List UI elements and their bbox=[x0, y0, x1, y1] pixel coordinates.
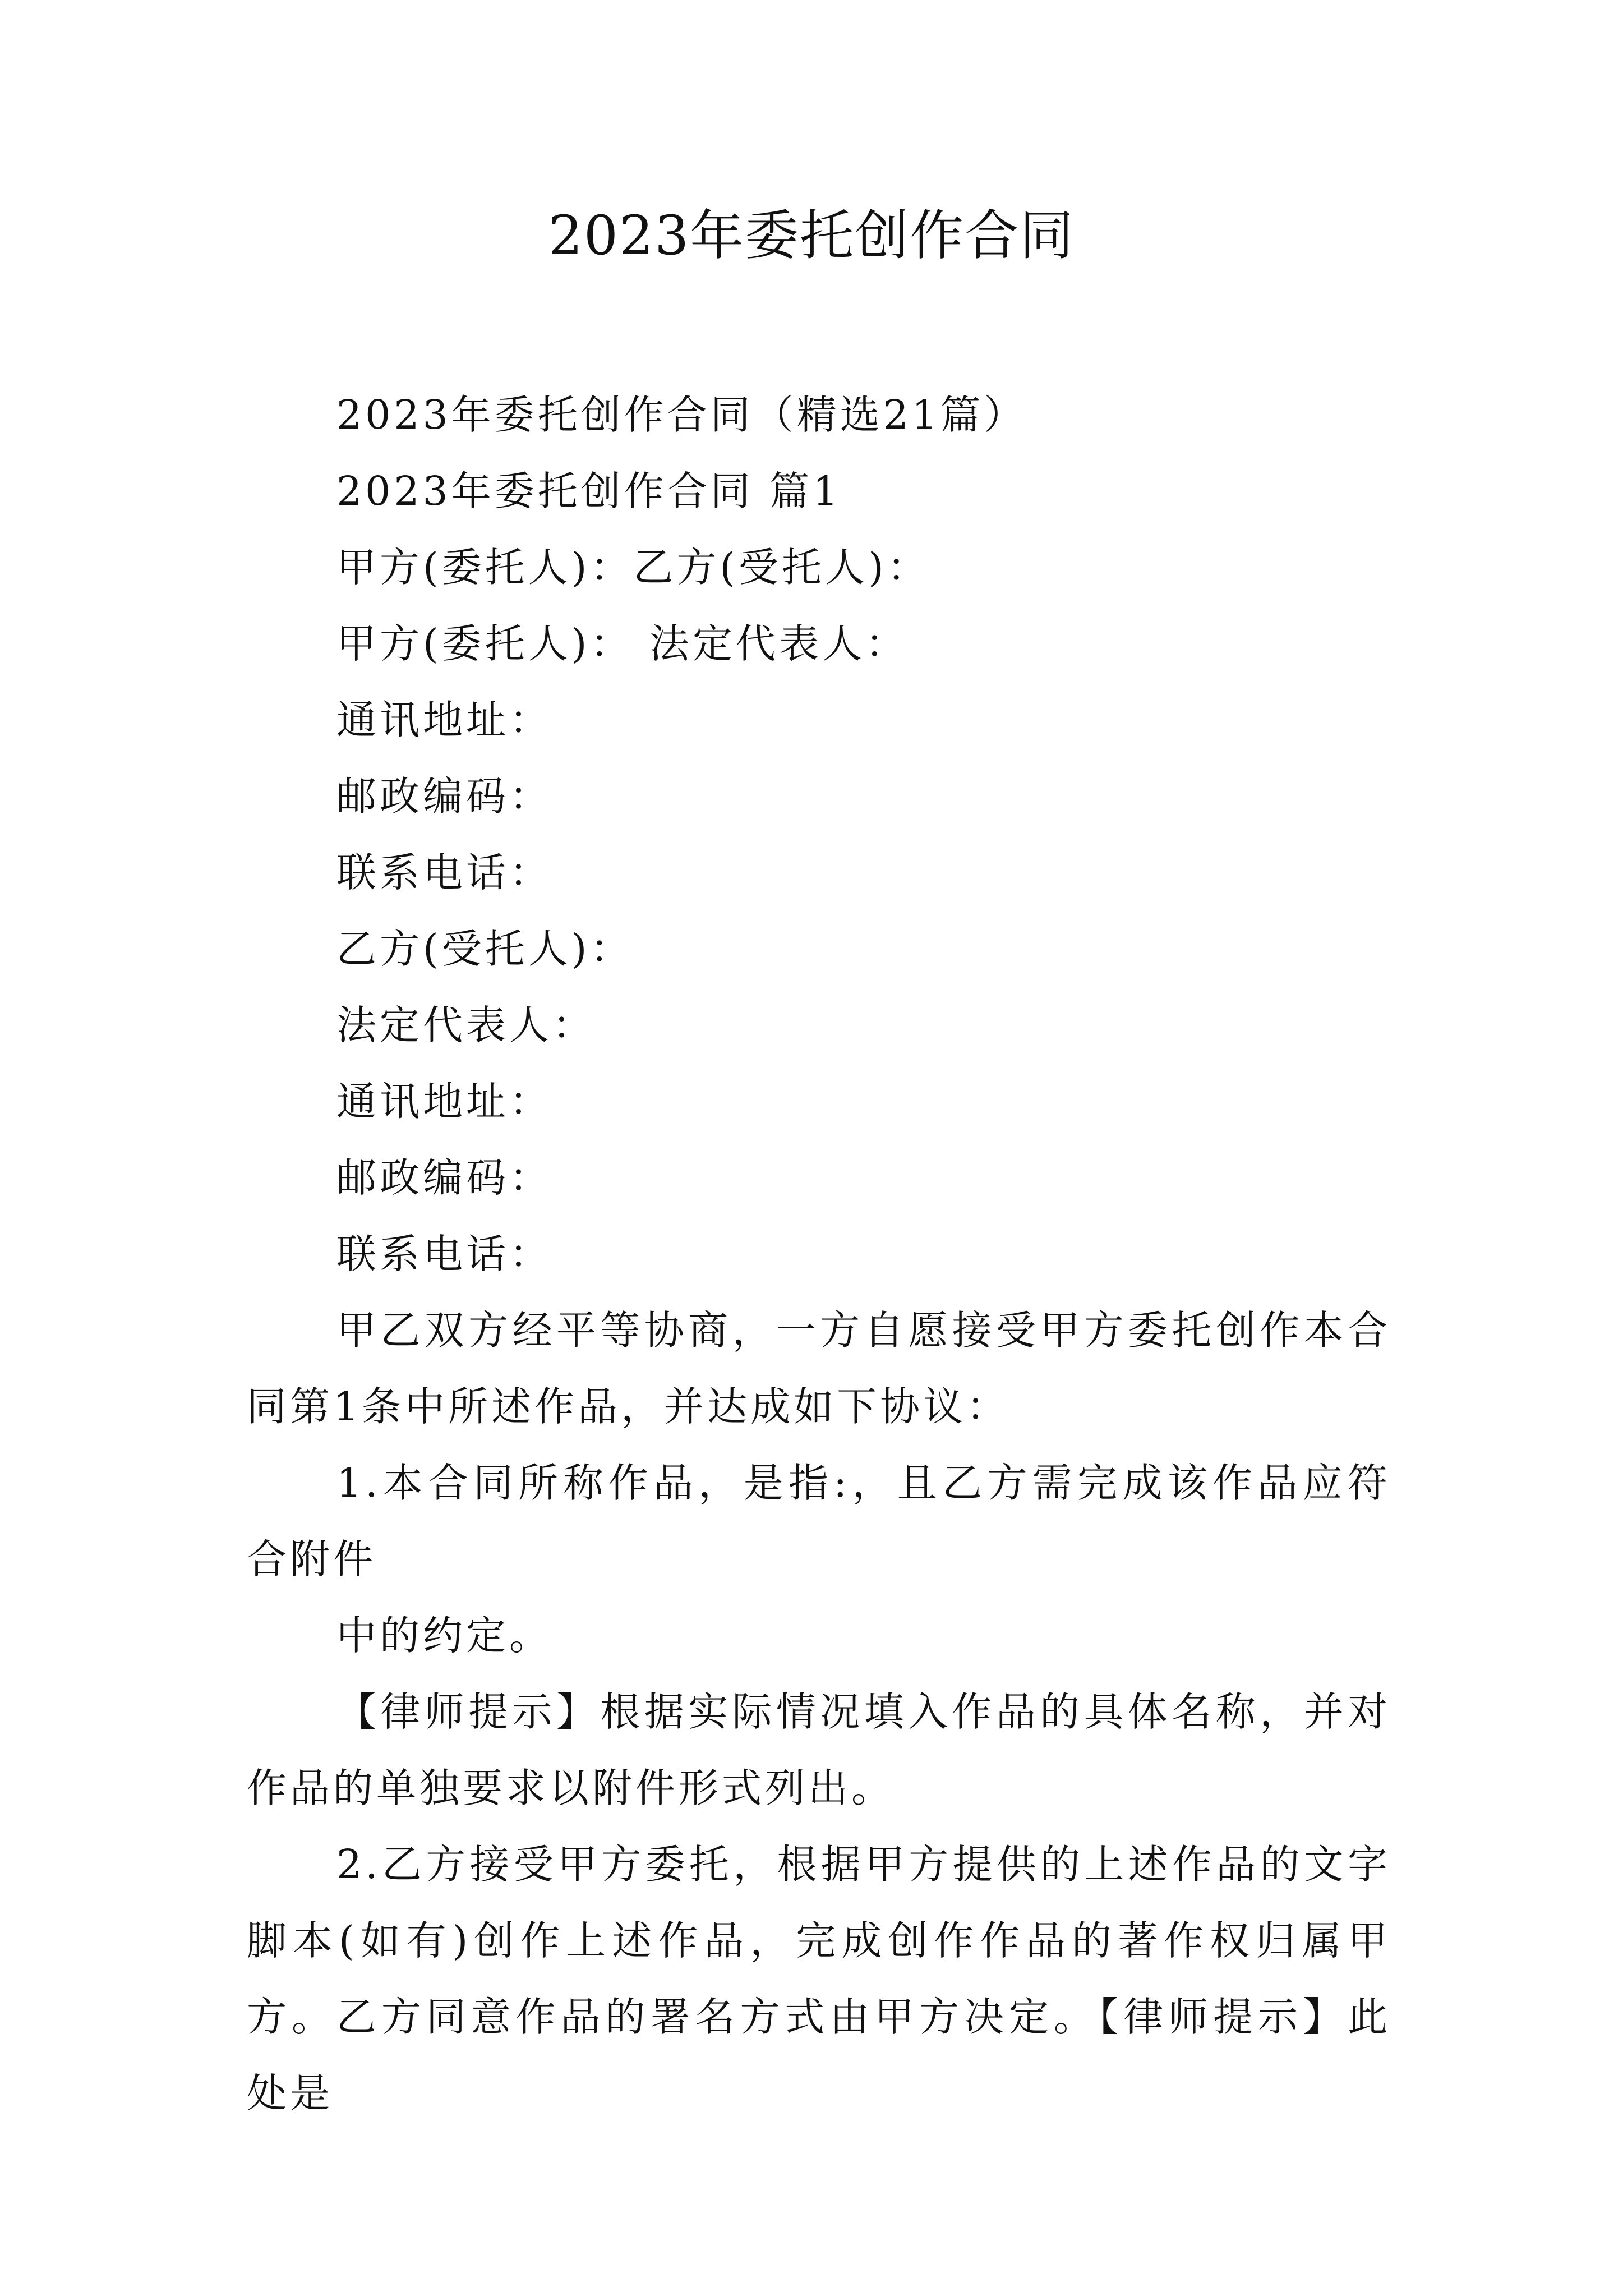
document-title: 2023年委托创作合同 bbox=[548, 204, 1075, 267]
paragraph: 乙方(受托人)： bbox=[336, 926, 634, 972]
paragraph: 2023年委托创作合同（精选21篇） bbox=[336, 392, 1027, 438]
paragraph: 1.本合同所称作品，是指:，且乙方需完成该作品应符合附件 bbox=[247, 1460, 1391, 1582]
document-body bbox=[247, 377, 1391, 2132]
paragraph: 法定代表人： bbox=[336, 1002, 596, 1048]
paragraph: 邮政编码： bbox=[336, 1154, 553, 1201]
paragraph: 2.乙方接受甲方委托，根据甲方提供的上述作品的文字脚本(如有)创作上述作品，完成创作作品的著作权归属甲方。乙方同意作品的署名方式由甲方决定。【律师提示】此处是 bbox=[247, 1841, 1391, 2116]
paragraph: 中的约定。 bbox=[336, 1612, 553, 1659]
paragraph: 联系电话： bbox=[336, 1231, 553, 1277]
paragraph: 通讯地址： bbox=[336, 697, 553, 743]
paragraph: 甲方(委托人)： 法定代表人： bbox=[336, 620, 909, 667]
paragraph: 联系电话： bbox=[336, 849, 553, 896]
paragraph: 甲方(委托人)：乙方(受托人)： bbox=[336, 544, 930, 591]
paragraph: 邮政编码： bbox=[336, 773, 553, 820]
paragraph: 甲乙双方经平等协商，一方自愿接受甲方委托创作本合同第1条中所述作品，并达成如下协议： bbox=[247, 1307, 1391, 1430]
paragraph: 【律师提示】根据实际情况填入作品的具体名称，并对作品的单独要求以附件形式列出。 bbox=[247, 1688, 1391, 1811]
paragraph: 通讯地址： bbox=[336, 1078, 553, 1125]
paragraph: 2023年委托创作合同 篇1 bbox=[336, 468, 842, 514]
